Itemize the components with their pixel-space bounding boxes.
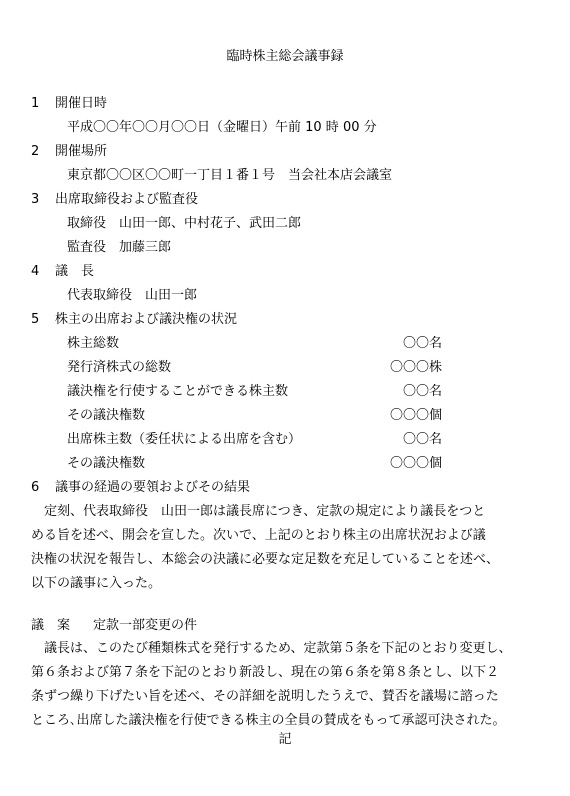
status-label: 発行済株式の総数 — [67, 360, 172, 375]
section-1-number: 1 — [31, 96, 40, 111]
section-2-heading: 開催場所 — [55, 144, 108, 159]
meeting-place: 東京都〇〇区〇〇町一丁目１番１号 当会社本店会議室 — [67, 168, 393, 183]
status-value: 〇〇名 — [402, 336, 442, 351]
proceedings-paragraph — [31, 500, 541, 596]
paragraph-line: める旨を述べ、開会を宣した。次いで、上記のとおり株主の出席状況および議 — [31, 528, 486, 543]
section-6-heading: 議事の経過の要領およびその結果 — [55, 480, 251, 495]
status-value: 〇〇名 — [402, 384, 442, 399]
document-title: 臨時株主総会議事録 — [226, 49, 344, 64]
section-5-heading: 株主の出席および議決権の状況 — [55, 312, 238, 327]
directors-line: 取締役 山田一郎、中村花子、武田二郎 — [67, 216, 302, 231]
status-label: 出席株主数（委任状による出席を含む） — [67, 432, 302, 447]
status-value: 〇〇〇個 — [389, 456, 442, 471]
paragraph-line: 以下の議事に入った。 — [31, 576, 162, 591]
chairperson-line: 代表取締役 山田一郎 — [67, 288, 198, 303]
paragraph-line: ところ､出席した議決権を行使できる株主の全員の賛成をもって承認可決された。 — [31, 713, 506, 728]
auditor-line: 監査役 加藤三郎 — [67, 240, 172, 255]
section-6-number: 6 — [31, 480, 40, 495]
section-5-number: 5 — [31, 312, 40, 327]
status-label: その議決権数 — [67, 408, 146, 423]
section-4-heading: 議 長 — [55, 264, 95, 279]
status-value: 〇〇名 — [402, 432, 442, 447]
section-4-number: 4 — [31, 264, 40, 279]
meeting-datetime: 平成〇〇年〇〇月〇〇日（金曜日）午前 10 時 00 分 — [67, 120, 377, 135]
section-3-number: 3 — [31, 192, 40, 207]
paragraph-line: 第６条および第７条を下記のとおり新設し、現在の第６条を第８条とし、以下２ — [31, 665, 500, 680]
paragraph-line: 決権の状況を報告し、本総会の決議に必要な定足数を充足していることを述べ、 — [31, 552, 500, 567]
ki-heading: 記 — [278, 732, 292, 747]
status-value: 〇〇〇個 — [389, 408, 442, 423]
paragraph-line: 定刻、代表取締役 山田一郎は議長席につき、定款の規定により議長をつと — [31, 504, 486, 519]
status-label: 株主総数 — [67, 336, 120, 351]
agenda-paragraph — [31, 637, 541, 733]
status-value: 〇〇〇株 — [389, 360, 442, 375]
status-label: 議決権を行使することができる株主数 — [67, 384, 289, 399]
section-3-heading: 出席取締役および監査役 — [55, 192, 199, 207]
section-1-heading: 開催日時 — [55, 96, 108, 111]
status-label: その議決権数 — [67, 456, 146, 471]
agenda-title: 定款一部変更の件 — [93, 618, 198, 633]
paragraph-line: 条ずつ繰り下げたい旨を述べ、その詳細を説明したうえで、賛否を議場に諮った — [31, 689, 499, 704]
section-2-number: 2 — [31, 144, 40, 159]
paragraph-line: 議長は、このたび種類株式を発行するため、定款第５条を下記のとおり変更し、 — [31, 641, 512, 656]
agenda-label: 議 案 — [31, 618, 71, 633]
